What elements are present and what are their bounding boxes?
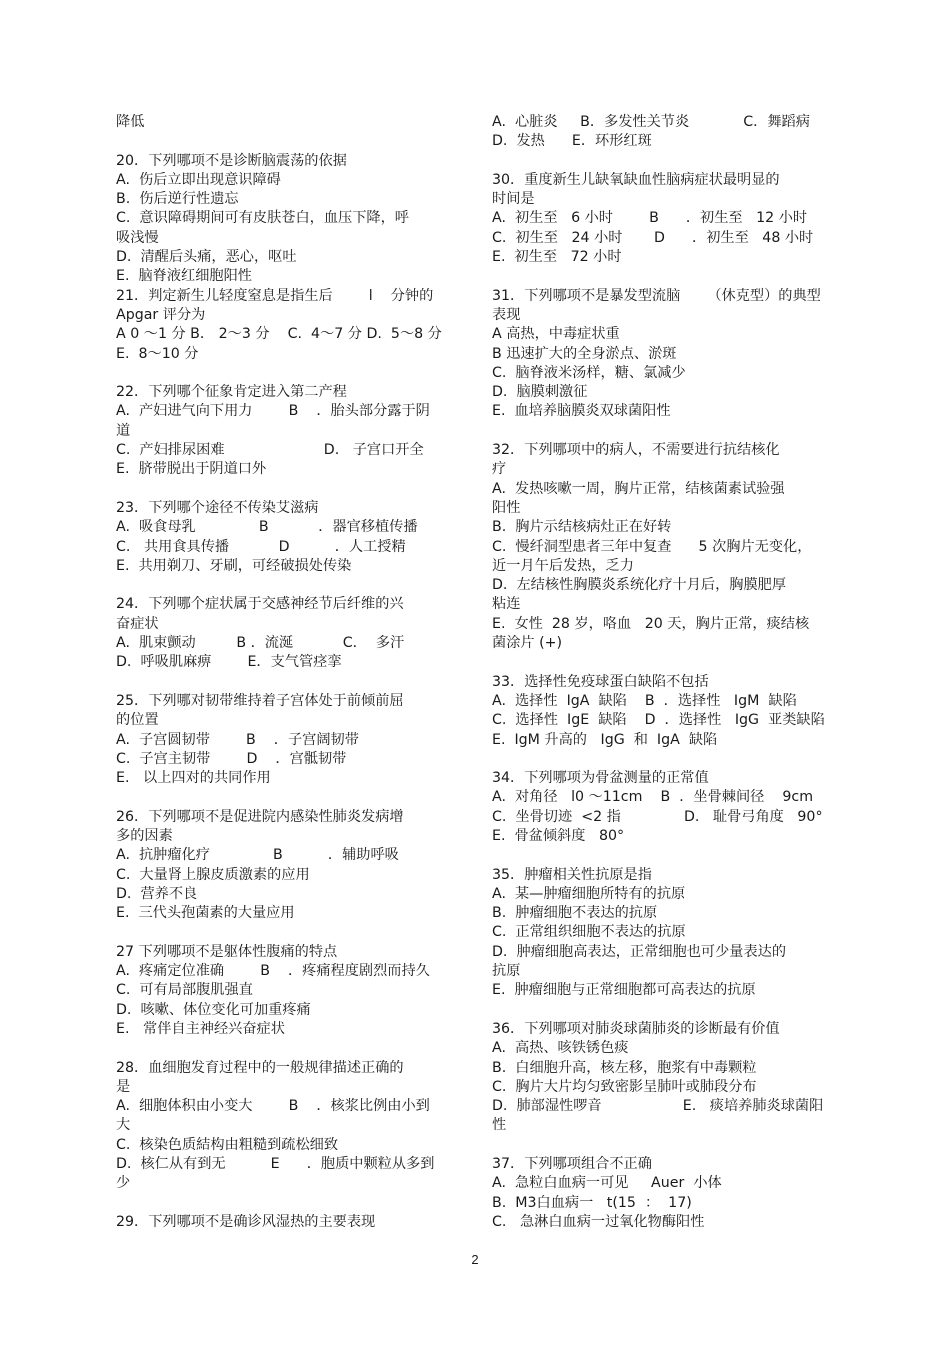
text-line: E. 脐带脱出于阴道口外 [116, 461, 267, 478]
text-line: A. 肌束颤动 B ．流涎 C． 多汗 [116, 635, 405, 652]
blank-line [492, 750, 832, 769]
text-line: 29．下列哪项不是确诊风湿热的主要表现 [116, 1213, 376, 1230]
text-line: C. 胸片大片均匀致密影呈肺叶或肺段分布 [492, 1078, 757, 1095]
text-line: 30．重度新生儿缺氧缺血性脑病症状最明显的 [492, 171, 780, 188]
text-line: 粘连 [492, 596, 521, 613]
text-line: E. 初生至 72 小时 [492, 249, 622, 266]
text-line: D. 咳嗽、体位变化可加重疼痛 [116, 1001, 311, 1018]
text-line: 35．肿瘤相关性抗原是指 [492, 866, 652, 883]
text-line: 33．选择性免疫球蛋白缺陷不包括 [492, 673, 709, 690]
text-line: 27 下列哪项不是躯体性腹痛的特点 [116, 943, 338, 960]
text-line: A. 疼痛定位准确 B ．疼痛程度剧烈而持久 [116, 963, 430, 980]
text-line: Apgar 评分为 [116, 306, 206, 323]
text-line: C. 坐骨切迹 <2 指 D. 耻骨弓角度 90° [492, 808, 823, 825]
text-line: A. 吸食母乳 B ．器官移植传播 [116, 519, 418, 536]
text-line: A. 对角径 l0 ～11cm B ．坐骨棘间径 9cm [492, 789, 814, 806]
text-line: C. 意识障碍期间可有皮肤苍白，血压下降，呼 [116, 210, 409, 227]
text-line: D. 肺部湿性啰音 E. 痰培养肺炎球菌阳 [492, 1098, 824, 1115]
text-line: 道 [116, 422, 131, 439]
text-line: A. 产妇进气向下用力 B ．胎头部分露于阴 [116, 403, 430, 420]
text-line: 32．下列哪项中的病人，不需要进行抗结核化 [492, 442, 780, 459]
text-line: 表现 [492, 306, 521, 323]
text-line: D. 脑膜刺激征 [492, 384, 588, 401]
text-line: E. 共用剃刀、牙刷，可经破损处传染 [116, 557, 352, 574]
text-line: C. 初生至 24 小时 D ．初生至 48 小时 [492, 229, 814, 246]
text-line: A 0 ～1 分 B． 2～3 分 C. 4～7 分 D. 5～8 分 [116, 326, 442, 343]
text-line: B. M3白血病一 t(15 ： 17) [492, 1194, 692, 1211]
text-line: 大 [116, 1117, 131, 1134]
text-line: C. 慢纤洞型患者三年中复查 5 次胸片无变化， [492, 538, 812, 555]
text-line: 34．下列哪项为骨盆测量的正常值 [492, 770, 709, 787]
text-line: B 迅速扩大的全身淤点、淤斑 [492, 345, 677, 362]
text-line: D. 发热 E．环形红斑 [492, 133, 652, 150]
text-line: 多的因素 [116, 827, 173, 844]
blank-line [492, 653, 832, 672]
blank-line [116, 132, 461, 151]
blank-line [492, 846, 832, 865]
text-line: 奋症状 [116, 615, 159, 632]
text-line: B. 白细胞升高，核左移，胞浆有中毒颗粒 [492, 1059, 757, 1076]
text-line: C. 子宫主韧带 D ．宫骶韧带 [116, 750, 347, 767]
blank-line [116, 1194, 461, 1213]
blank-line [492, 1001, 832, 1020]
text-line: A. 子宫圆韧带 B ．子宫阔韧带 [116, 731, 359, 748]
text-line: A. 心脏炎 B．多发性关节炎 C．舞蹈病 [492, 114, 810, 130]
text-line: 阳性 [492, 499, 521, 516]
text-line: E. 女性 28 岁，咯血 20 天，胸片正常，痰结核 [492, 615, 810, 632]
text-line: 26．下列哪项不是促进院内感染性肺炎发病增 [116, 808, 404, 825]
text-line: E. 血培养脑膜炎双球菌阳性 [492, 403, 671, 420]
text-line: 37．下列哪项组合不正确 [492, 1156, 652, 1173]
blank-line [492, 267, 832, 286]
blank-line [492, 422, 832, 441]
blank-line [116, 576, 461, 595]
blank-line [492, 1136, 832, 1155]
blank-line [116, 673, 461, 692]
text-line: 24．下列哪个症状属于交感神经节后纤维的兴 [116, 596, 404, 613]
text-line: D. 营养不良 [116, 885, 198, 902]
text-line: 21．判定新生儿轻度窒息是指生后 l 分钟的 [116, 287, 434, 304]
text-line: C. 脑脊液米汤样，糖、氯减少 [492, 364, 686, 381]
text-line: C. 选择性 IgE 缺陷 D ．选择性 IgG 亚类缺陷 [492, 712, 825, 729]
text-line: 22．下列哪个征象肯定进入第二产程 [116, 384, 347, 401]
text-line: A. 抗肿瘤化疗 B ．辅助呼吸 [116, 847, 399, 864]
text-line: C. 大量肾上腺皮质激素的应用 [116, 866, 310, 883]
text-line: 降低 [116, 114, 145, 130]
text-line: 的位置 [116, 712, 159, 729]
text-line: 36．下列哪项对肺炎球菌肺炎的诊断最有价值 [492, 1020, 780, 1037]
left-column [116, 113, 461, 1232]
text-line: D. 肿瘤细胞高表达，正常细胞也可少量表达的 [492, 943, 787, 960]
text-line: 23．下列哪个途径不传染艾滋病 [116, 499, 319, 516]
text-line: A. 发热咳嗽一周，胸片正常，结核菌素试验强 [492, 480, 785, 497]
text-line: B. 胸片示结核病灶正在好转 [492, 519, 672, 536]
text-line: D. 核仁从有到无 E ．胞质中颗粒从多到 [116, 1156, 435, 1173]
text-line: E. 8～10 分 [116, 345, 199, 362]
text-line: D. 呼吸肌麻痹 E．支气管痉挛 [116, 654, 342, 671]
blank-line [116, 788, 461, 807]
blank-line [116, 1039, 461, 1058]
blank-line [116, 364, 461, 383]
text-line: A. 伤后立即出现意识障碍 [116, 171, 281, 188]
text-line: 少 [116, 1175, 131, 1192]
text-line: A. 某—肿瘤细胞所特有的抗原 [492, 885, 686, 902]
text-line: E. 三代头孢菌素的大量应用 [116, 905, 295, 922]
text-line: C. 可有局部腹肌强直 [116, 982, 253, 999]
text-line: C. 产妇排尿困难 D. 子宫口开全 [116, 442, 424, 459]
text-line: 20．下列哪项不是诊断脑震荡的依据 [116, 152, 347, 169]
text-line: A. 高热、咳铁锈色痰 [492, 1040, 629, 1057]
text-line: C. 核染色质結构由粗糙到疏松细致 [116, 1136, 339, 1153]
text-line: 菌涂片 (+) [492, 635, 563, 652]
page-number: 2 [471, 1252, 479, 1267]
text-line: B. 肿瘤细胞不表达的抗原 [492, 905, 658, 922]
text-line: 近一月午后发热，乏力 [492, 557, 634, 574]
text-line: C. 急淋白血病一过氧化物酶阳性 [492, 1213, 705, 1230]
text-line: 25．下列哪对韧带维持着子宫体处于前倾前屈 [116, 692, 404, 709]
text-line: A. 细胞体积由小变大 B ．核浆比例由小到 [116, 1098, 430, 1115]
text-line: 吸浅慢 [116, 229, 159, 246]
text-line: 是 [116, 1078, 131, 1095]
text-line: C. 共用食具传播 D ．人工授精 [116, 538, 406, 555]
text-line: E. 肿瘤细胞与正常细胞都可高表达的抗原 [492, 982, 756, 999]
text-line: D. 左结核性胸膜炎系统化疗十月后，胸膜肥厚 [492, 577, 787, 594]
right-column [492, 113, 832, 1232]
text-line: 时间是 [492, 191, 535, 208]
text-line: E. 以上四对的共同作用 [116, 770, 271, 787]
text-line: 31．下列哪项不是暴发型流脑 （休克型）的典型 [492, 287, 821, 304]
text-line: A 高热，中毒症状重 [492, 326, 620, 343]
text-line: E. 脑脊液红细胞阳性 [116, 268, 252, 285]
blank-line [492, 152, 832, 171]
text-line: E. 常伴自主神经兴奋症状 [116, 1020, 285, 1037]
text-line: E. 骨盆倾斜度 80° [492, 827, 625, 844]
text-line: 28．血细胞发育过程中的一般规律描述正确的 [116, 1059, 404, 1076]
text-line: A. 急粒白血病一可见 Auer 小体 [492, 1175, 722, 1192]
text-line: 抗原 [492, 963, 521, 980]
text-line: A. 选择性 IgA 缺陷 B ．选择性 IgM 缺陷 [492, 692, 797, 709]
blank-line [116, 923, 461, 942]
text-line: B. 伤后逆行性遗忘 [116, 191, 239, 208]
blank-line [116, 480, 461, 499]
text-line: E. IgM 升高的 IgG 和 IgA 缺陷 [492, 731, 718, 748]
text-line: A. 初生至 6 小时 B ．初生至 12 小时 [492, 210, 808, 227]
text-line: 性 [492, 1117, 507, 1134]
text-line: 疗 [492, 461, 507, 478]
text-line: C. 正常组织细胞不表达的抗原 [492, 924, 686, 941]
text-line: D. 清醒后头痛，恶心，呕吐 [116, 249, 297, 266]
